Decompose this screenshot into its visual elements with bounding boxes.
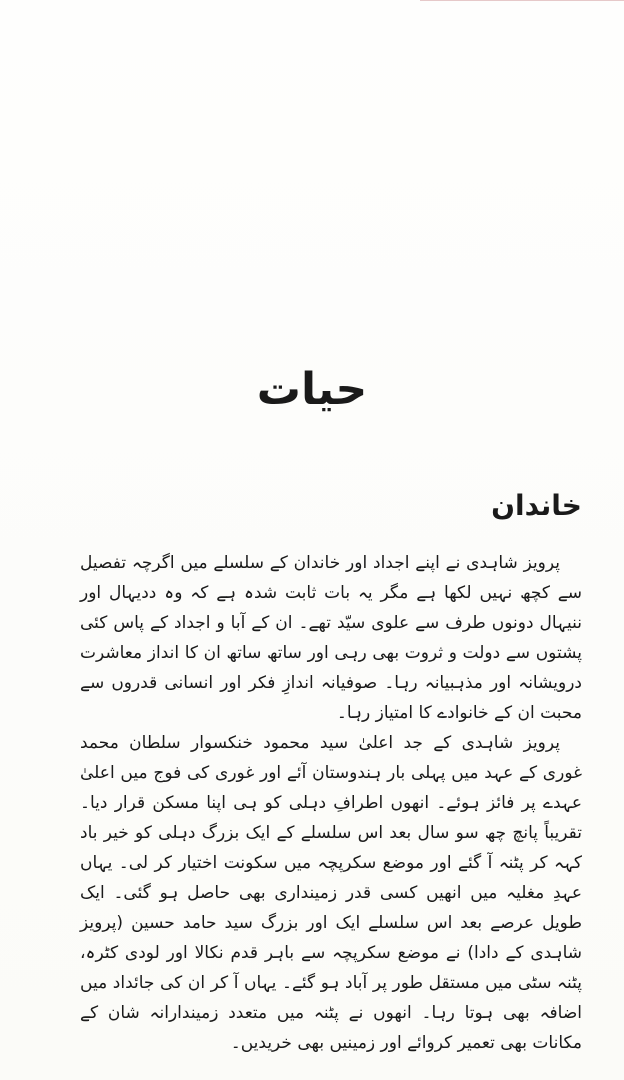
paragraph-2: پرویز شاہدی کے جد اعلیٰ سید محمود خنکسوار سلطان محمد غوری کے عہد میں پہلی بار ہندوستان آئے اور غوری کی فوج میں اعلیٰ عہدے پر فائز ہوئے۔ انھوں اطرافِ دہلی کو ہی اپنا مسکن قرار دیا۔ تقریباً پانچ چھ سو سال بعد اس سلسلے کے ایک بزرگ دہلی کو خیر باد کہہ کر پٹنہ آ گئے اور موضع سکرپچہ میں سکونت اختیار کر لی۔ یہاں عہدِ مغلیہ میں انھیں کسی قدر زمینداری بھی حاصل ہو گئی۔ ایک طویل عرصے بعد اس سلسلے ایک اور بزرگ سید حامد حسین (پرویز شاہدی کے دادا) نے موضع سکرپچہ سے باہر قدم نکالا اور لودی کٹرہ، پٹنہ سٹی میں مستقل طور پر آباد ہو گئے۔ یہاں آ کر ان کی جائداد میں اضافہ بھی ہوتا رہا۔ انھوں نے پٹنہ میں متعدد زمیندارانہ شان کے مکانات بھی تعمیر کروائے اور زمینیں بھی خریدیں۔ [80, 733, 582, 1053]
body-text [80, 548, 582, 1058]
page-edge-line [420, 0, 624, 1]
paragraph-1: پرویز شاہدی نے اپنے اجداد اور خاندان کے سلسلے میں اگرچہ تفصیل سے کچھ نہیں لکھا ہے مگر یہ بات ثابت شدہ ہے کہ وہ ددیہال اور ننیہال دونوں طرف سے علوی سیّد تھے۔ ان کے آبا و اجداد کے پاس کئی پشتوں سے دولت و ثروت بھی رہی اور ساتھ ساتھ ان کا انداز معاشرت درویشانہ اور مذہبیانہ رہا۔ صوفیانہ اندازِ فکر اور انسانی قدروں سے محبت ان کے خانوادے کا امتیاز رہا۔ [80, 553, 582, 723]
section-heading: خاندان [491, 489, 582, 522]
chapter-title: حیات [256, 364, 368, 415]
